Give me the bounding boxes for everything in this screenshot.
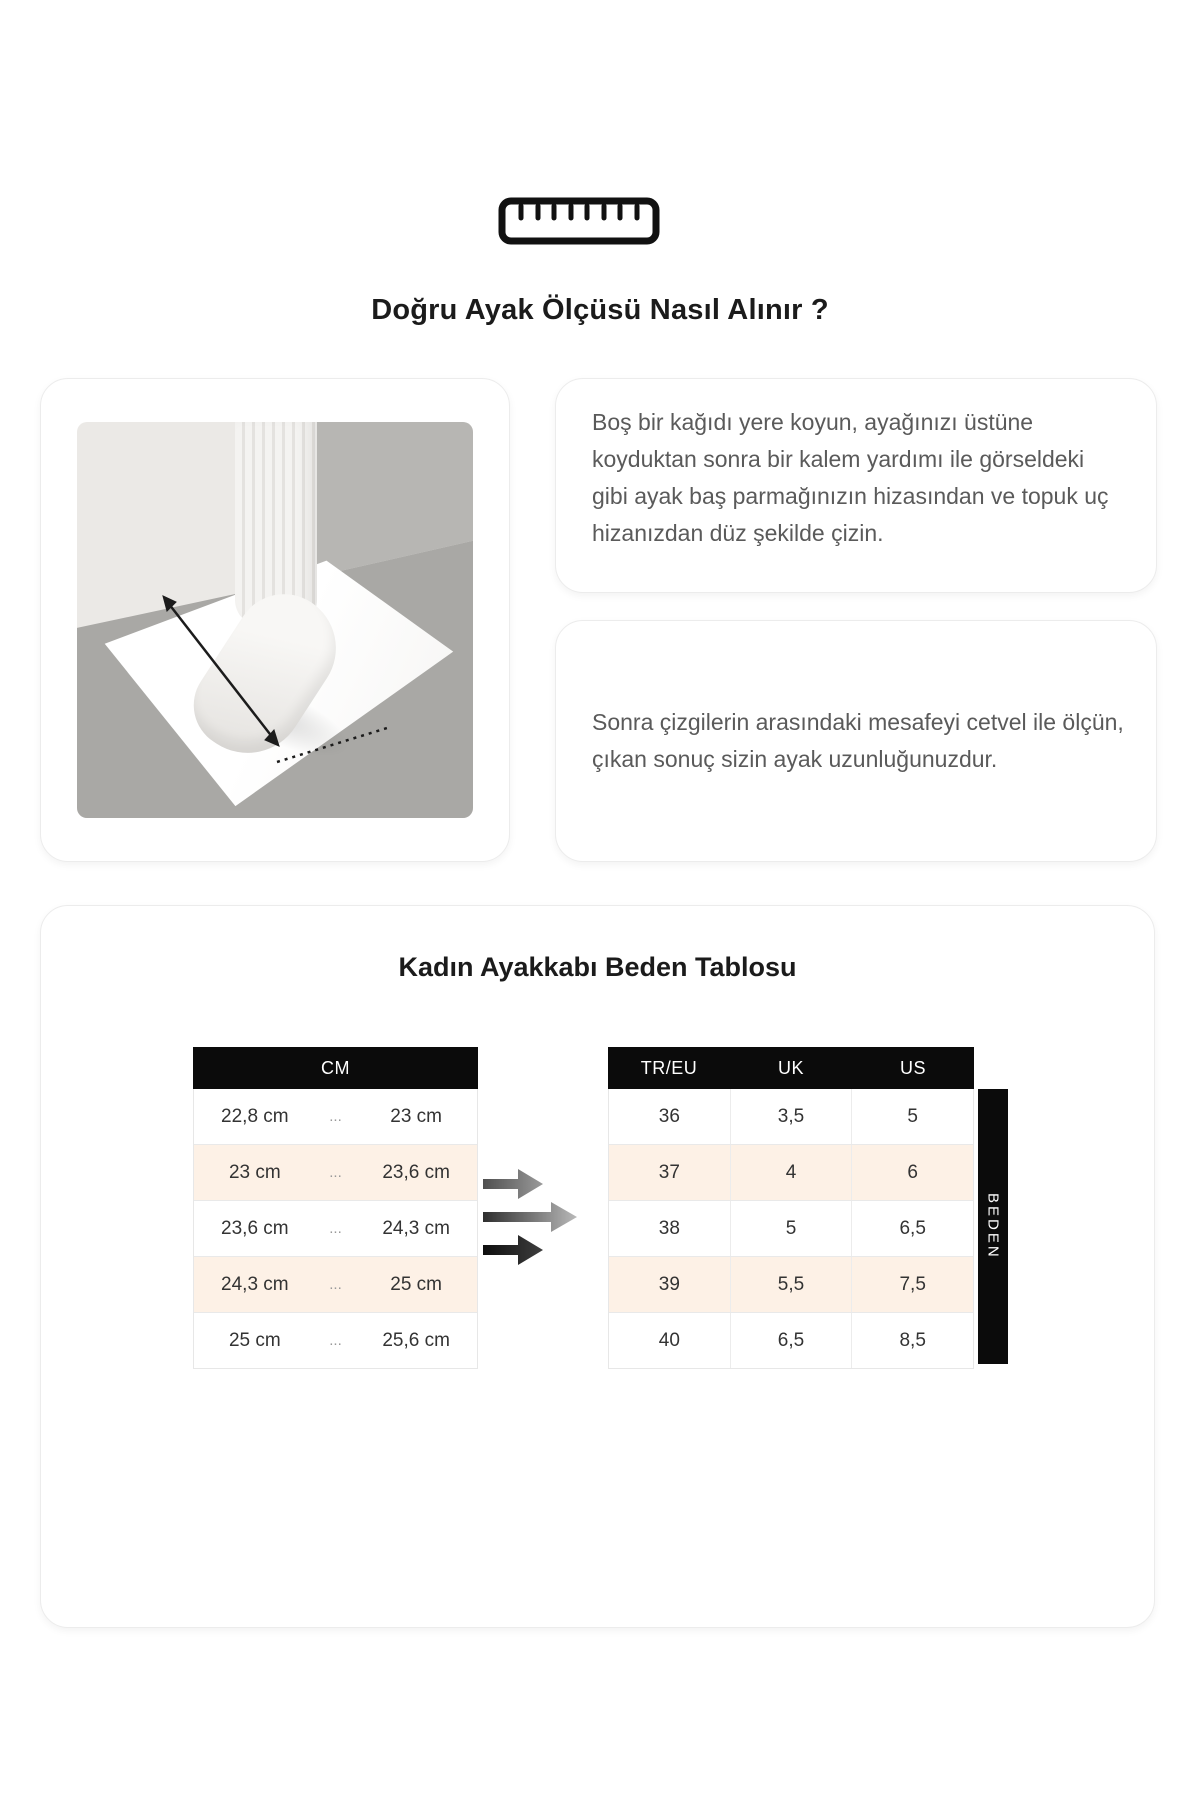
header-us: US	[899, 1057, 926, 1078]
size-tables	[193, 1047, 1008, 1369]
intl-table-body	[608, 1089, 974, 1369]
foot-measure-photo	[77, 422, 473, 818]
beden-vertical-label: BEDEN	[978, 1089, 1008, 1364]
size-chart-card	[40, 905, 1155, 1628]
cm-table-header	[193, 1047, 478, 1089]
size-row: 36 3,5 5	[609, 1089, 973, 1145]
page-title: Doğru Ayak Ölçüsü Nasıl Alınır ?	[371, 294, 829, 326]
ruler-icon	[498, 197, 660, 245]
cm-table	[193, 1047, 478, 1369]
size-row: 39 5,5 7,5	[609, 1257, 973, 1313]
intl-size-table	[608, 1047, 974, 1369]
step-1-text: Boş bir kağıdı yere koyun, ayağınızı üstüne koyduktan sonra bir kalem yardımı ile görseldeki gibi ayak baş parmağınızın hizasından ve topuk uç hizanızdan düz şekilde çizin.	[592, 409, 1109, 546]
intl-table-header	[608, 1047, 974, 1089]
step-1-card	[555, 378, 1157, 593]
size-row: 37 4 6	[609, 1145, 973, 1201]
cm-row: 24,3 cm ... 25 cm	[194, 1257, 477, 1313]
how-to-section	[40, 378, 1157, 862]
cm-header-label: CM	[321, 1057, 350, 1078]
foot-measure-photo-card	[40, 378, 510, 862]
cm-row: 23,6 cm ... 24,3 cm	[194, 1201, 477, 1257]
header-uk: UK	[777, 1057, 804, 1078]
step-2-text: Sonra çizgilerin arasındaki mesafeyi cetvel ile ölçün, çıkan sonuç sizin ayak uzunluğunuzdur.	[592, 709, 1124, 772]
right-arrows-icon	[478, 1047, 608, 1364]
size-row: 40 6,5 8,5	[609, 1313, 973, 1368]
header-tr-eu: TR/EU	[640, 1057, 698, 1078]
step-2-card	[555, 620, 1157, 862]
size-row: 38 5 6,5	[609, 1201, 973, 1257]
cm-row: 22,8 cm ... 23 cm	[194, 1089, 477, 1145]
measure-arrow-icon	[77, 422, 473, 818]
cm-table-body	[193, 1089, 478, 1369]
cm-row: 25 cm ... 25,6 cm	[194, 1313, 477, 1368]
cm-row: 23 cm ... 23,6 cm	[194, 1145, 477, 1201]
how-to-steps	[555, 378, 1157, 862]
size-chart-title: Kadın Ayakkabı Beden Tablosu	[398, 952, 797, 982]
